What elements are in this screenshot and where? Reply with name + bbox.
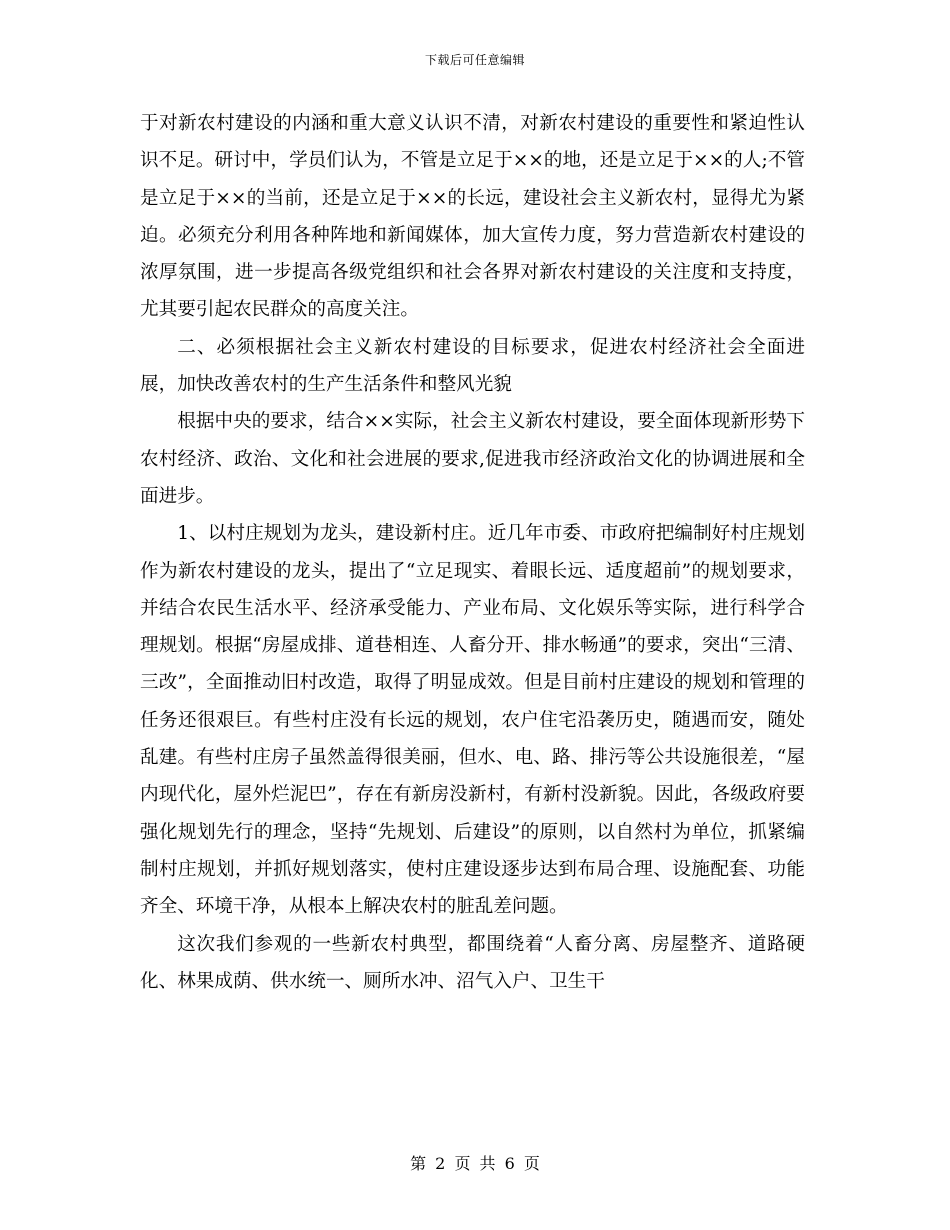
paragraph: 1、以村庄规划为龙头，建设新村庄。近几年市委、市政府把编制好村庄规划作为新农村建设的龙头，提出了“立足现实、着眼长远、适度超前”的规划要求，并结合农民生活水平、经济承受能力、产业布局、文化娱乐等实际，进行科学合理规划。根据“房屋成排、道巷相连、人畜分开、排水畅通”的要求，突出“三清、三改”，全面推动旧村改造，取得了明显成效。但是目前村庄建设的规划和管理的任务还很艰巨。有些村庄没有长远的规划，农户住宅沿袭历史，随遇而安，随处乱建。有些村庄房子虽然盖得很美丽，但水、电、路、排污等公共设施很差，“屋内现代化，屋外烂泥巴”，存在有新房没新村，有新村没新貌。因此，各级政府要强化规划先行的理念，坚持“先规划、后建设”的原则，以自然村为单位，抓紧编制村庄规划，并抓好规划落实，使村庄建设逐步达到布局合理、设施配套、功能齐全、环境干净，从根本上解决农村的脏乱差问题。 (140, 523, 805, 918)
section-heading: 二、必须根据社会主义新农村建设的目标要求，促进农村经济社会全面进展，加快改善农村的生产生活条件和整风光貌 (140, 336, 805, 396)
document-body (140, 105, 805, 1000)
paragraph: 根据中央的要求，结合××实际，社会主义新农村建设，要全面体现新形势下农村经济、政治、文化和社会进展的要求,促进我市经济政治文化的协调进展和全面进步。 (140, 411, 805, 507)
paragraph: 于对新农村建设的内涵和重大意义认识不清，对新农村建设的重要性和紧迫性认识不足。研讨中，学员们认为，不管是立足于××的地，还是立足于××的人;不管是立足于××的当前，还是立足于××的长远，建设社会主义新农村，显得尤为紧迫。必须充分利用各种阵地和新闻媒体，加大宣传力度，努力营造新农村建设的浓厚氛围，进一步提高各级党组织和社会各界对新农村建设的关注度和支持度，尤其要引起农民群众的高度关注。 (140, 113, 805, 321)
page-number-footer: 第 2 页 共 6 页 (410, 1154, 540, 1173)
paragraph: 这次我们参观的一些新农村典型，都围绕着“人畜分离、房屋整齐、道路硬化、林果成荫、供水统一、厕所水冲、沼气入户、卫生干 (140, 933, 805, 992)
page-header: 下载后可任意编辑 (424, 53, 525, 67)
